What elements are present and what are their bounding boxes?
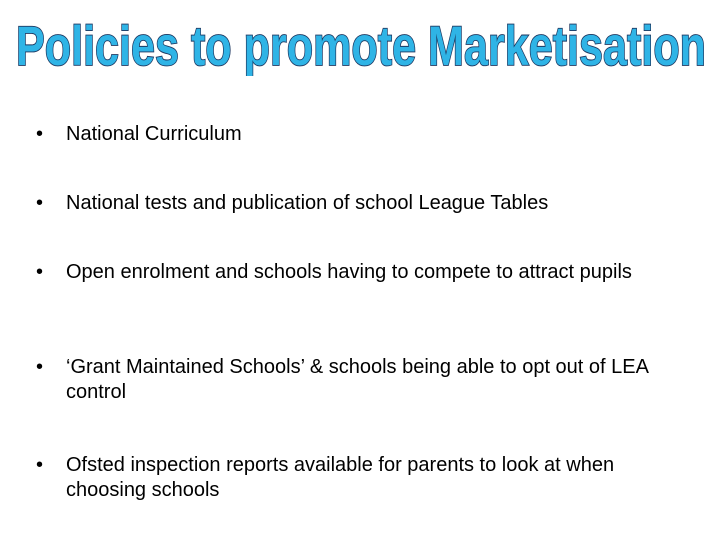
bullet-text: Ofsted inspection reports available for parents to look at when choosing schools [66,454,615,501]
bullet-item [36,122,686,147]
bullet-text: Open enrolment and schools having to compete to attract pupils [66,261,632,283]
bullet-symbol: • [36,192,44,214]
bullet-symbol: • [36,123,44,145]
bullet-symbol: • [36,356,44,378]
slide-title [14,14,708,76]
slide-title-text: Policies to promote Marketisation [16,14,706,76]
bullet-item [36,191,686,216]
bullet-item [36,260,686,285]
bullet-text: ‘Grant Maintained Schools’ & schools being able to opt out of LEA control [66,356,648,403]
bullet-item [36,355,686,405]
bullet-item [36,453,686,503]
bullet-symbol: • [36,454,44,476]
bullet-text: National Curriculum [66,123,242,145]
bullet-symbol: • [36,261,44,283]
bullet-text: National tests and publication of school League Tables [66,192,549,214]
